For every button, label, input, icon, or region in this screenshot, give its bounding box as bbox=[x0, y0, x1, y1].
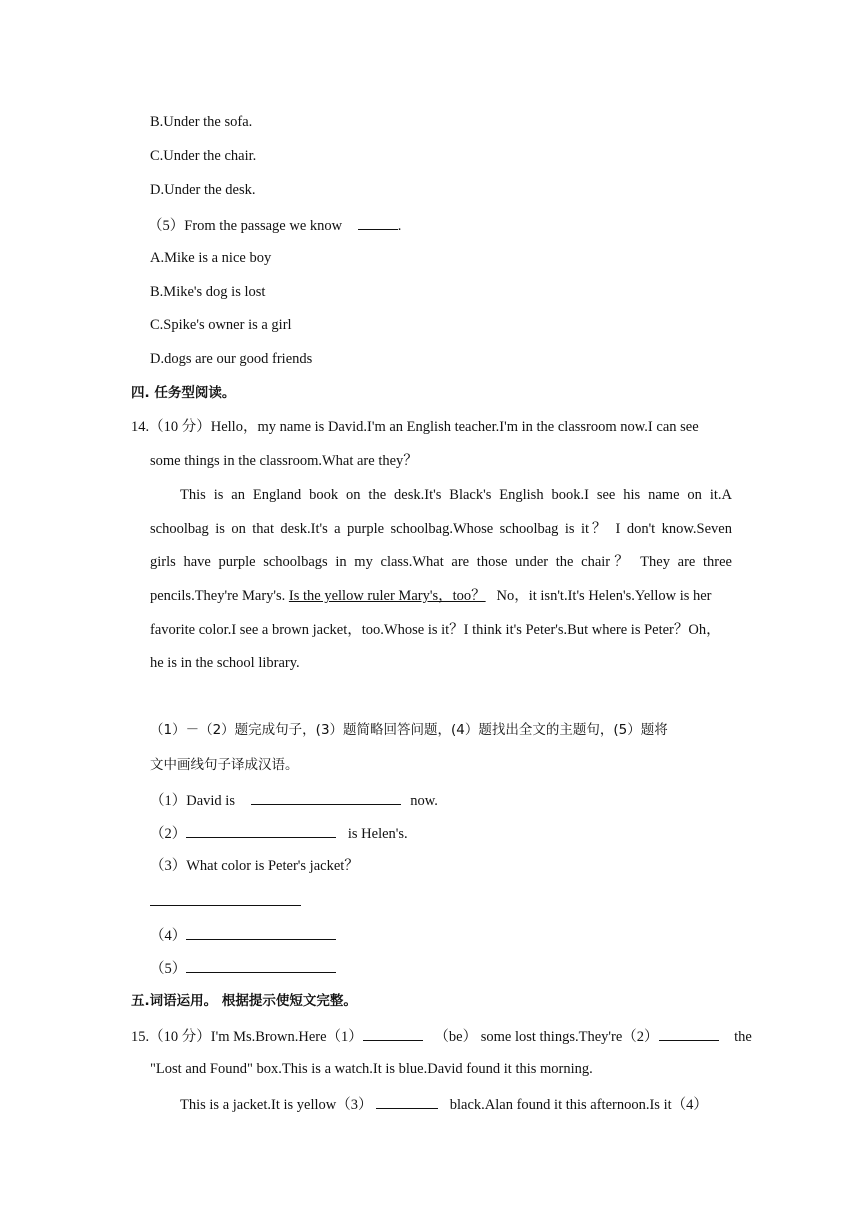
passage-line: some things in the classroom.What are they？ bbox=[150, 453, 418, 469]
sub-question-1 bbox=[150, 790, 438, 810]
answer-blank bbox=[150, 891, 301, 906]
answer-blank bbox=[659, 1026, 719, 1041]
sub-question-5-prefix: （5） bbox=[150, 961, 187, 977]
passage-text: No，it isn't.It's Helen's.Yellow is her bbox=[496, 588, 712, 604]
sub-question-2-suffix: is Helen's. bbox=[347, 826, 408, 842]
section-5-title: 五.词语运用。 根据提示使短文完整。 bbox=[131, 993, 357, 1009]
passage-line: This is an England book on the desk.It's Black's English book.I see his name on it.A bbox=[180, 487, 732, 503]
sub-question-1-prefix: （1）David is bbox=[150, 793, 235, 809]
passage-text: This is a jacket.It is yellow（3） bbox=[180, 1097, 373, 1113]
question-5-prefix: （5）From the passage we know bbox=[148, 218, 343, 234]
passage-text: the bbox=[734, 1029, 752, 1045]
passage-line: favorite color.I see a brown jacket，too.Whose is it？I think it's Peter's.But where is Peter？Oh， bbox=[150, 622, 721, 638]
sub-question-2 bbox=[150, 823, 408, 843]
sub-question-2-prefix: （2） bbox=[150, 826, 187, 842]
passage-line: he is in the school library. bbox=[150, 655, 300, 671]
passage-line: "Lost and Found" box.This is a watch.It is blue.David found it this morning. bbox=[150, 1061, 593, 1077]
question-5 bbox=[148, 215, 401, 235]
underlined-sentence: Is the yellow ruler Mary's，too？ bbox=[288, 588, 486, 604]
passage-line: girls have purple schoolbags in my class.What are those under the chair？ They are three bbox=[150, 554, 732, 570]
passage-text: 15.（10 分）I'm Ms.Brown.Here（1） bbox=[131, 1029, 363, 1045]
passage-text: black.Alan found it this afternoon.Is it（4） bbox=[449, 1097, 708, 1113]
sub-question-1-suffix: now. bbox=[410, 793, 438, 809]
option-4c: C.Under the chair. bbox=[150, 148, 257, 164]
sub-question-4-prefix: （4） bbox=[150, 928, 187, 944]
option-5c: C.Spike's owner is a girl bbox=[150, 317, 292, 333]
passage-line bbox=[150, 587, 712, 605]
sub-question-3: （3）What color is Peter's jacket？ bbox=[150, 858, 359, 874]
answer-blank bbox=[186, 925, 336, 940]
answer-blank bbox=[251, 790, 401, 805]
option-4d: D.Under the desk. bbox=[150, 182, 256, 198]
option-4b: B.Under the sofa. bbox=[150, 114, 253, 130]
option-5a: A.Mike is a nice boy bbox=[150, 250, 272, 266]
option-5d: D.dogs are our good friends bbox=[150, 351, 313, 367]
section-4-title: 四. 任务型阅读。 bbox=[131, 385, 236, 401]
question-15-line bbox=[131, 1026, 752, 1046]
answer-line bbox=[150, 891, 301, 911]
question-5-suffix: . bbox=[397, 218, 402, 234]
sub-question-5 bbox=[150, 958, 336, 978]
answer-blank bbox=[358, 215, 398, 230]
instructions: （1）－（2）题完成句子，(3）题简略回答问题，(4）题找出全文的主题句，(5）题将 bbox=[150, 722, 668, 738]
passage-line bbox=[180, 1094, 708, 1114]
passage-text: pencils.They're Mary's. bbox=[150, 588, 286, 604]
answer-blank bbox=[186, 958, 336, 973]
answer-blank bbox=[186, 823, 336, 838]
question-14-intro: 14.（10 分）Hello，my name is David.I'm an English teacher.I'm in the classroom now.I can see bbox=[131, 419, 699, 435]
passage-text: （be） some lost things.They're（2） bbox=[434, 1029, 659, 1045]
passage-line: schoolbag is on that desk.It's a purple schoolbag.Whose schoolbag is it？ I don't know.Seven bbox=[150, 521, 732, 537]
answer-blank bbox=[363, 1026, 423, 1041]
option-5b: B.Mike's dog is lost bbox=[150, 284, 266, 300]
answer-blank bbox=[376, 1094, 438, 1109]
instructions: 文中画线句子译成汉语。 bbox=[150, 757, 299, 773]
sub-question-4 bbox=[150, 925, 336, 945]
